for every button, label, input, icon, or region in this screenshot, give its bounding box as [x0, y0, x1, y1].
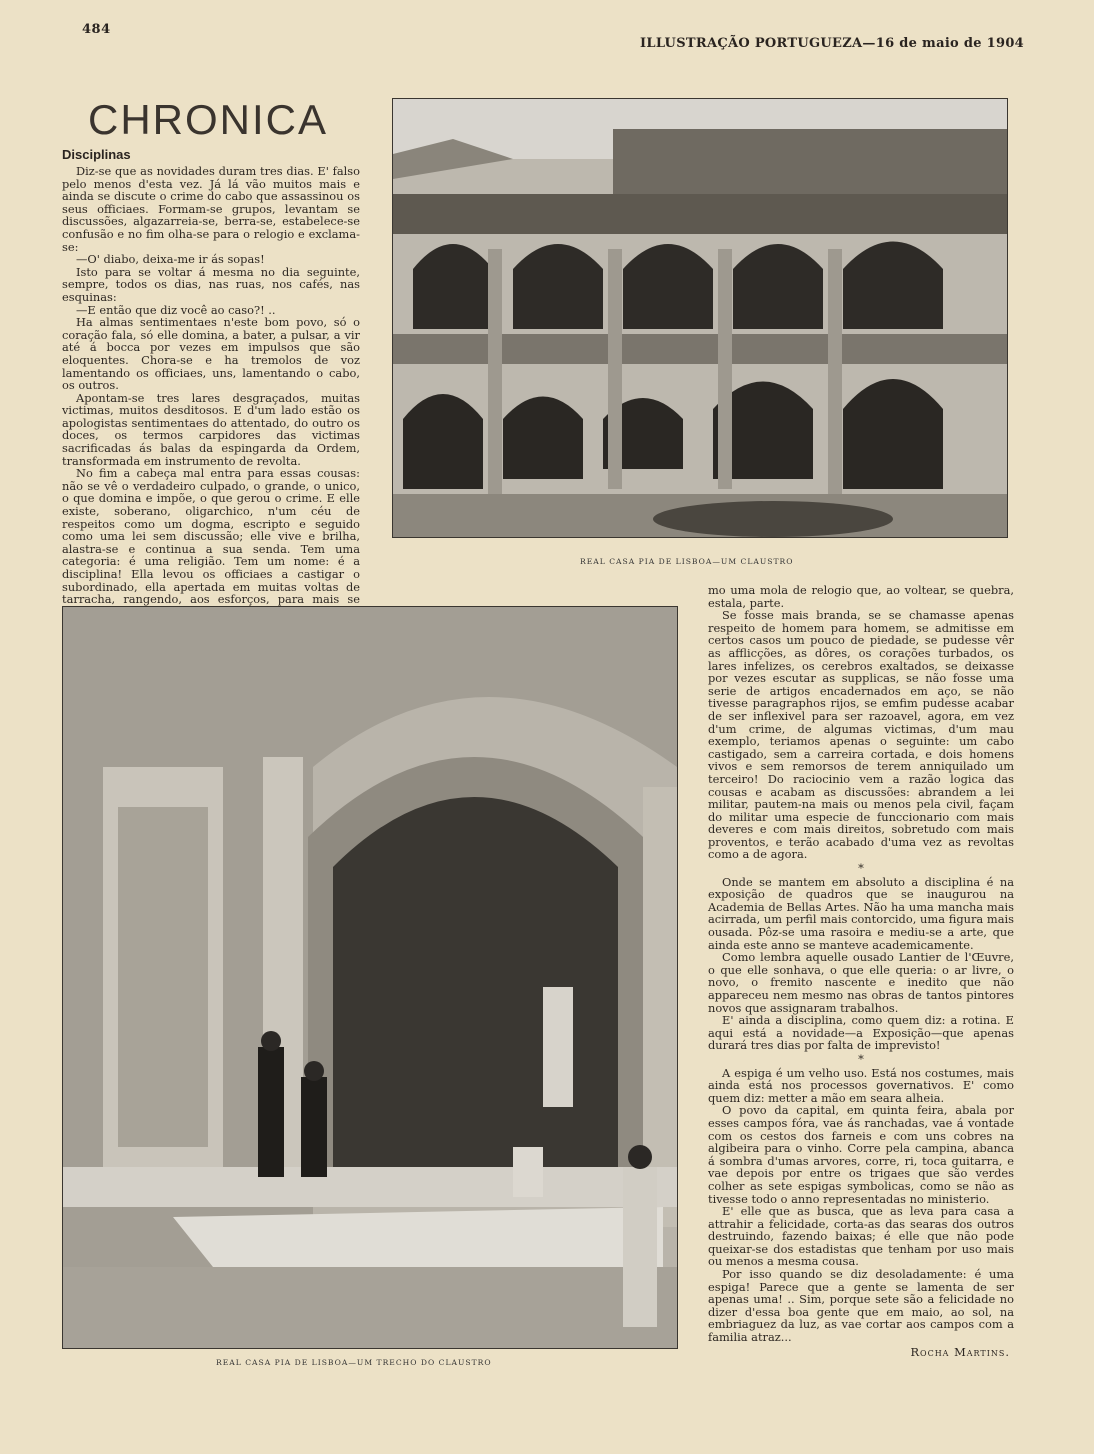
cloister-detail-illustration: [63, 607, 677, 1348]
right-text-column: [708, 584, 1014, 1384]
paragraph: Isto para se voltar á mesma no dia seguinte, sempre, todos os dias, nas ruas, nos cafés, nas esquinas:: [62, 264, 360, 304]
paragraph: Diz-se que as novidades duram tres dias. E' falso pelo menos d'esta vez. Já lá vão muitos mais e ainda se discute o crime do cabo que assassinou os seus officiaes. Formam-se grupos, levantam se discussões, algazarreia-se, berra-se, estabelece-se confusão e no fim olha-se para o relogio e exclama-se:: [62, 164, 360, 254]
paragraph: Ha almas sentimentaes n'este bom povo, só o coração fala, só elle domina, a bater, a pulsar, a vir até á bocca por vezes em impulsos que são eloquentes. Chora-se e ha tremolos de voz lamentando os officiaes, uns, lamentando o cabo, os outros.: [62, 315, 360, 393]
page-number: 484: [82, 22, 111, 37]
paragraph: —E então que diz você ao caso?! ..: [76, 302, 276, 317]
top-photo-caption: REAL CASA PIA DE LISBOA—UM CLAUSTRO: [580, 557, 794, 566]
section-separator: *: [858, 861, 864, 876]
paragraph: mo uma mola de relogio que, ao voltear, se quebra, estala, parte.: [708, 583, 1014, 610]
paragraph: E' ainda a disciplina, como quem diz: a rotina. E aqui está a novidade—a Exposição—que apenas durará tres dias por falta de imprevisto!: [708, 1013, 1014, 1053]
article-subtitle: Disciplinas: [62, 147, 131, 162]
paragraph: E' elle que as busca, que as leva para casa a attrahir a felicidade, corta-as das searas dos outros destruindo, fazendo baixas; é elle que não pode queixar-se dos estadistas que tenham por uso mais ou menos a mesma cousa.: [708, 1204, 1014, 1269]
paragraph: Se fosse mais branda, se se chamasse apenas respeito de homem para homem, se admitisse em certos casos um pouco de piedade, se pudesse vêr as afflicções, as dôres, os corações turbados, os lares infelizes, os cerebros exaltados, se deixasse por vezes escutar as supplicas, se não fosse uma serie de artigos encadernados em aço, se não tivesse paragraphos rijos, se emfim pudesse acabar de ser inflexivel para ser razoavel, agora, em vez d'um crime, de algumas victimas, d'um mau exemplo, teriamos apenas o seguinte: um cabo castigado, sem a carreira cortada, e dois homens vivos e sem remorsos de terem anniquilado um terceiro! Do raciocinio vem a razão logica das cousas e acabam as discussões: abrandem a lei militar, pautem-na mais ou menos pela civil, façam do militar uma especie de funccionario com mais deveres e com mais direitos, sobretudo com mais proventos, e terão acabado d'uma vez as revoltas como a de agora.: [708, 608, 1014, 862]
cloister-detail-photo: [62, 606, 678, 1349]
cloister-illustration: [393, 99, 1007, 537]
paragraph: Onde se mantem em absoluto a disciplina é na exposição de quadros que se inaugurou na Academia de Bellas Artes. Não ha uma mancha mais acirrada, um perfil mais contorcido, uma figura mais ousada. Pôz-se uma rasoira e mediu-se a arte, que ainda este anno se manteve academicamente.: [708, 874, 1014, 952]
section-separator: *: [858, 1051, 864, 1066]
bottom-photo-caption: REAL CASA PIA DE LISBOA—UM TRECHO DO CLAUSTRO: [216, 1358, 492, 1367]
paragraph: Por isso quando se diz desoladamente: é uma espiga! Parece que a gente se lamenta de ser apenas uma! .. Sim, porque sete são a felicidade no dizer d'essa boa gente que em maio, ao sol, na embriaguez da luz, as vae cortar aos campos com a familia atraz...: [708, 1267, 1014, 1345]
publication-header: ILLUSTRAÇÃO PORTUGUEZA—16 de maio de 1904: [640, 36, 1025, 51]
paragraph: Como lembra aquelle ousado Lantier de l'Œuvre, o que elle sonhava, o que elle queria: o ar livre, o novo, o fremito nascente e inedito que não appareceu nem mesmo nas obras de tantos pintores novos que assignaram trabalhos.: [708, 950, 1014, 1015]
paragraph: —O' diabo, deixa-me ir ás sopas!: [76, 252, 265, 267]
article-title: CHRONICA: [88, 96, 329, 143]
cloister-photo: [392, 98, 1008, 538]
paragraph: No fim a cabeça mal entra para essas cousas: não se vê o verdadeiro culpado, o grande, o unico, o que domina e impõe, o que gerou o crime. E elle existe, soberano, oligarchico, n'um céu de respeitos como um dogma, escripto e seguido como uma lei sem discussão; elle vive e brilha, alastra-se e continua a sua senda. Tem uma categoria: é uma religião. Tem um nome: é a disciplina! Ella levou os officiaes a castigar o subordinado, ella apertada em muitas voltas de tarracha, rangendo, aos esforços, para mais se: [62, 466, 360, 607]
paragraph: A espiga é um velho uso. Está nos costumes, mais ainda está nos processos governativos. E' como quem diz: metter a mão em seara alheia.: [708, 1065, 1014, 1105]
paragraph: Apontam-se tres lares desgraçados, muitas victimas, muitos desditosos. E d'um lado estão os apologistas sentimentaes do attentado, do outro os doces, os termos carpidores das victimas sacrificadas ás balas da espingarda da Ordem, transformada em instrumento de revolta.: [62, 390, 360, 468]
author-signature: Rocha Martins.: [910, 1344, 1010, 1359]
paragraph: O povo da capital, em quinta feira, abala por esses campos fóra, vae ás ranchadas, vae á vontade com os cestos dos farneis e com uns cobres na algibeira para o vinho. Corre pela campina, abanca á sombra d'umas arvores, corre, ri, toca guitarra, e vae depois por entre os trigaes que são verdes colher as sete espigas symbolicas, como se não as tivesse todo o anno representadas no ministerio.: [708, 1103, 1014, 1206]
left-text-column: [62, 164, 360, 607]
